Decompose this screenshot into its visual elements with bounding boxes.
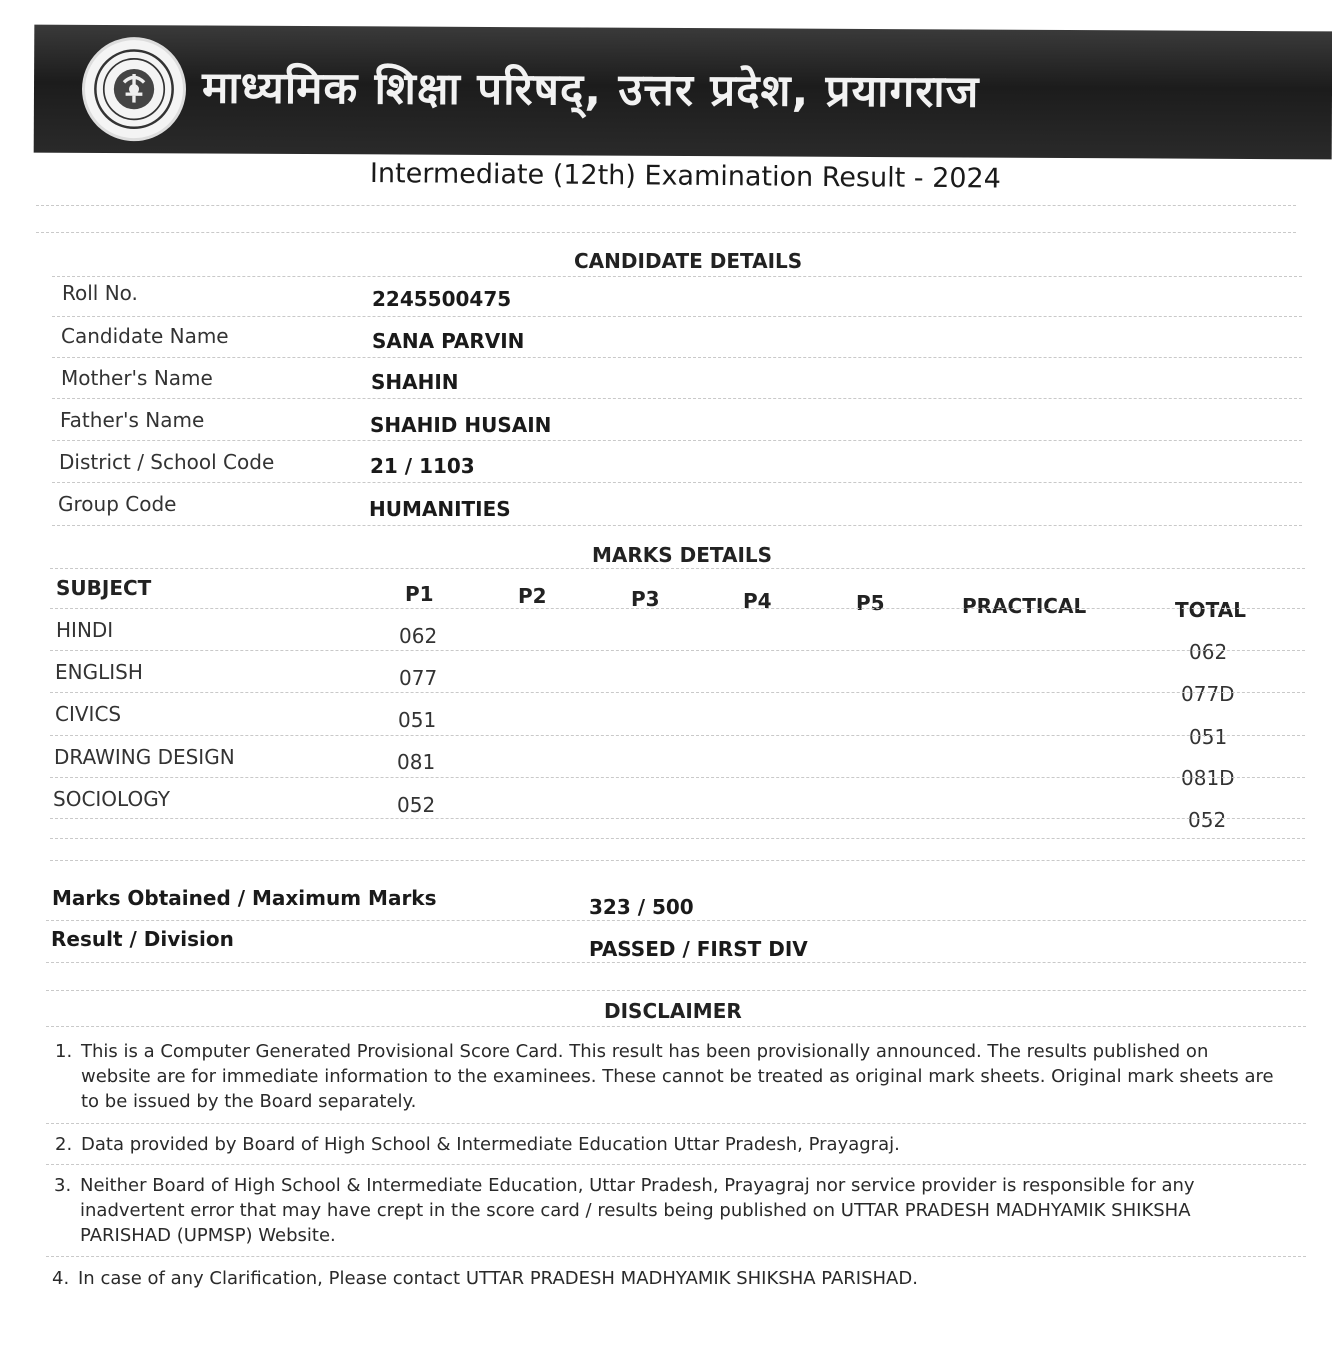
divider [52,440,1302,441]
divider [36,232,1296,233]
father-name-value: SHAHID HUSAIN [370,413,552,437]
disclaimer-item-text: In case of any Clarification, Please contact UTTAR PRADESH MADHYAMIK SHIKSHA PARISHAD. [78,1268,918,1289]
table-row-total: 077D [1181,682,1235,706]
divider [36,205,1296,206]
father-name-label: Father's Name [60,408,205,432]
disclaimer-item [54,1173,1284,1251]
disclaimer-heading: DISCLAIMER [604,999,742,1023]
table-row-subject: SOCIOLOGY [53,787,170,811]
column-header-practical: PRACTICAL [962,594,1087,618]
marks-obtained-label: Marks Obtained / Maximum Marks [52,886,437,910]
divider [52,357,1302,358]
disclaimer-item-number: 2. [55,1134,73,1155]
table-row-p1: 052 [397,793,436,817]
divider [52,398,1302,399]
header-band [34,25,1332,160]
board-title: माध्यमिक शिक्षा परिषद्, उत्तर प्रदेश, प्रयागराज [201,62,980,118]
upmsp-emblem-icon [82,37,187,142]
table-row-p1: 081 [397,750,436,774]
divider [46,1026,1306,1027]
divider [50,838,1305,839]
disclaimer-item-text: This is a Computer Generated Provisional Score Card. This result has been provisionally announced. The results published on website are for immediate information to the examinees. These cannot be treated as original mark sheets. Original mark sheets are to be issued by the Board separately. [81,1041,1274,1112]
divider [52,316,1302,317]
exam-title: Intermediate (12th) Examination Result - 2024 [369,158,1001,195]
disclaimer-item-number: 3. [54,1175,72,1196]
divider [50,735,1305,736]
table-row-subject: HINDI [56,618,114,642]
candidate-details-heading: CANDIDATE DETAILS [574,249,803,273]
table-row-total: 081D [1181,766,1235,790]
divider [46,990,1306,991]
column-header-p4: P4 [743,589,772,613]
disclaimer-item-number: 4. [52,1268,70,1289]
table-row-p1: 062 [399,624,438,648]
group-code-label: Group Code [58,492,177,516]
table-row-total: 052 [1188,808,1227,832]
divider [46,962,1306,963]
divider [50,568,1305,569]
mother-name-label: Mother's Name [61,366,213,390]
district-school-code-label: District / School Code [59,450,275,474]
result-division-value: PASSED / FIRST DIV [589,937,808,961]
column-header-p5: P5 [856,591,885,615]
disclaimer-item [52,1266,1282,1294]
divider [50,608,1305,609]
divider [50,860,1305,861]
column-header-p3: P3 [631,587,660,611]
district-school-code-value: 21 / 1103 [370,454,475,478]
divider [50,692,1305,693]
disclaimer-item-number: 1. [55,1041,73,1062]
divider [50,650,1305,651]
mother-name-value: SHAHIN [371,370,459,394]
result-division-label: Result / Division [51,927,234,951]
divider [46,1256,1306,1257]
divider [52,276,1302,277]
roll-no-label: Roll No. [62,281,138,305]
divider [52,482,1302,483]
column-header-p2: P2 [518,584,547,608]
divider [46,1123,1306,1124]
column-header-subject: SUBJECT [56,576,152,600]
column-header-p1: P1 [405,582,434,606]
divider [50,777,1305,778]
marks-details-heading: MARKS DETAILS [592,543,773,567]
divider [46,1164,1306,1165]
disclaimer-item-text: Data provided by Board of High School & Intermediate Education Uttar Pradesh, Prayagraj. [81,1134,900,1155]
disclaimer-item [55,1039,1285,1117]
disclaimer-item-text: Neither Board of High School & Intermediate Education, Uttar Pradesh, Prayagraj nor service provider is responsible for any inadvertent error that may have crept in the score card / results being published on UTTAR PRADESH MADHYAMIK SHIKSHA PARISHAD (UPMSP) Website. [80,1175,1195,1246]
divider [50,818,1305,819]
divider [52,525,1302,526]
candidate-name-label: Candidate Name [61,324,229,348]
candidate-name-value: SANA PARVIN [372,329,525,353]
table-row-total: 062 [1189,640,1228,664]
column-header-total: TOTAL [1175,598,1246,622]
marks-obtained-value: 323 / 500 [589,895,694,919]
table-row-subject: DRAWING DESIGN [54,745,235,769]
table-row-p1: 077 [399,666,438,690]
table-row-subject: ENGLISH [55,660,143,684]
roll-no-value: 2245500475 [372,287,512,311]
divider [46,920,1306,921]
disclaimer-item [55,1132,1285,1160]
group-code-value: HUMANITIES [369,497,511,521]
table-row-subject: CIVICS [55,702,122,726]
table-row-p1: 051 [398,708,437,732]
table-row-total: 051 [1189,725,1228,749]
